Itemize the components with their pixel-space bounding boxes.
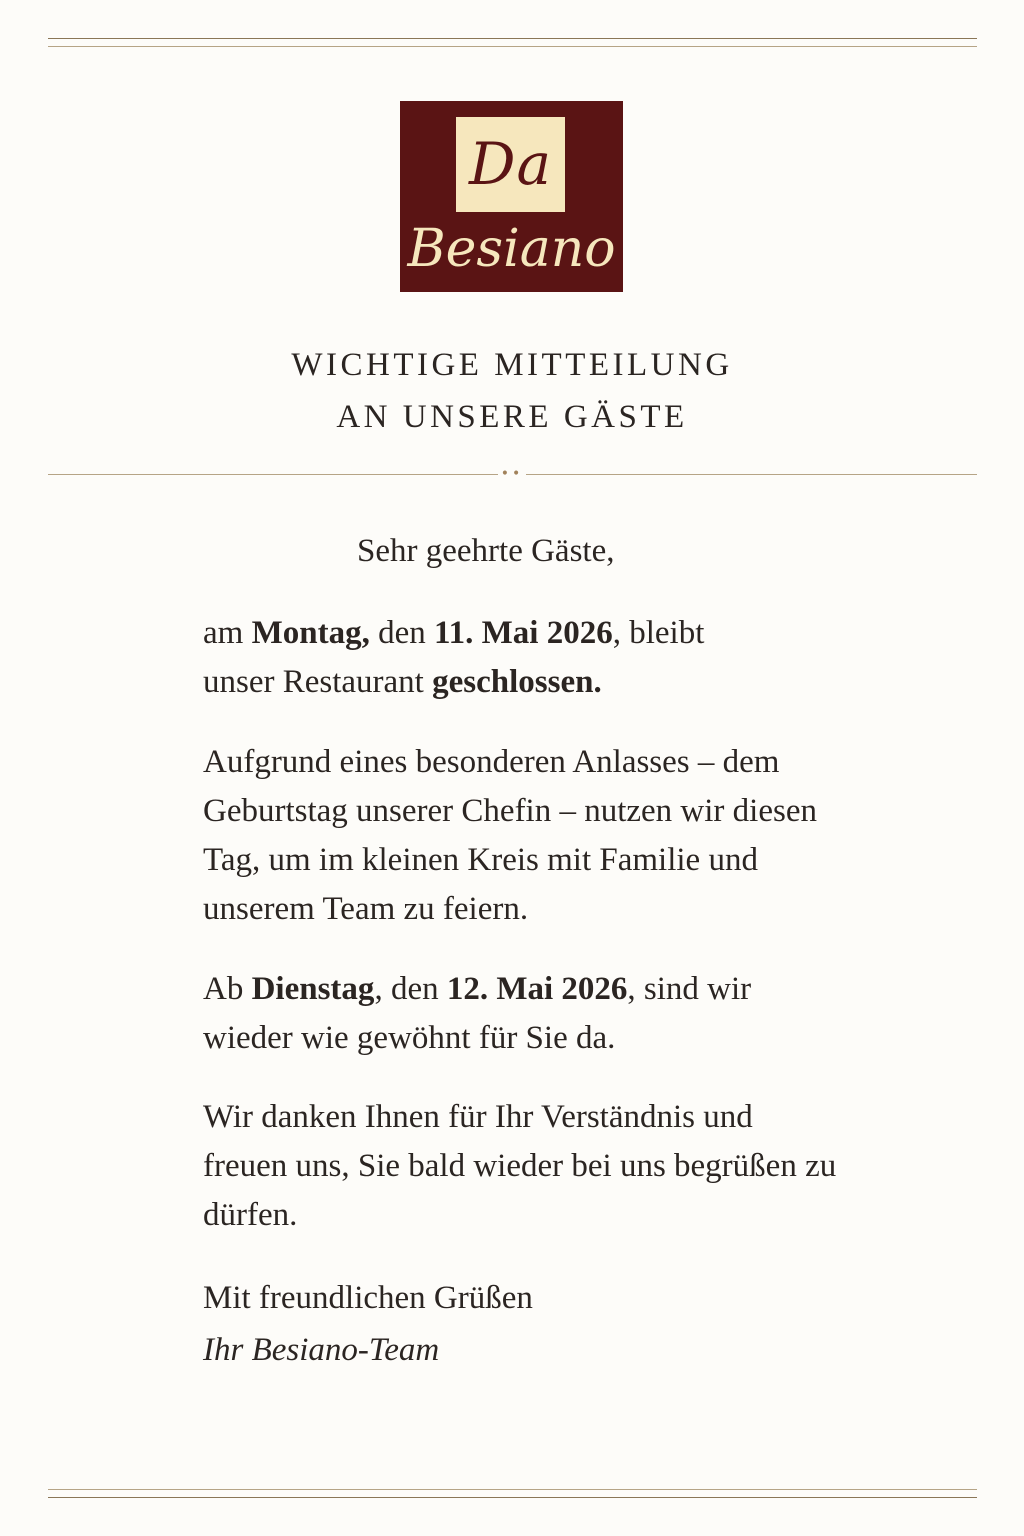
top-rule-inner [48,46,977,47]
signature: Ihr Besiano-Team [203,1332,440,1368]
reopening-line2: wieder wie gewöhnt für Sie da. [203,1020,616,1056]
reason-line3: Tag, um im kleinen Kreis mit Familie und [203,842,758,878]
thanks-line1: Wir danken Ihnen für Ihr Verständnis und [203,1099,753,1135]
reason-line2: Geburtstag unserer Chefin – nutzen wir diesen [203,793,817,829]
closing: Mit freundlichen Grüßen [203,1280,533,1316]
salutation: Sehr geehrte Gäste, [357,533,615,569]
paragraph-reason [203,738,817,934]
bottom-rule-inner [48,1489,977,1490]
logo-besiano: Besiano [407,219,616,279]
top-rule-outer [48,38,977,39]
logo-da: Da [468,130,553,198]
divider-ornament: •• [498,468,526,480]
thanks-line2: freuen uns, Sie bald wieder bei uns begrüßen zu [203,1148,837,1184]
notice-heading-line2: AN UNSERE GÄSTE [336,399,688,435]
reason-line1: Aufgrund eines besonderen Anlasses – dem [203,744,780,780]
notice-heading-line1: WICHTIGE MITTEILUNG [291,347,733,383]
paragraph-thanks [203,1093,836,1240]
closure-line2: unser Restaurant geschlossen. [203,664,602,700]
closure-line1: am Montag, den 11. Mai 2026, bleibt [203,615,705,651]
paragraph-reopening [203,965,751,1063]
restaurant-logo [400,101,623,292]
reason-line4: unserem Team zu feiern. [203,891,529,927]
reopening-line1: Ab Dienstag, den 12. Mai 2026, sind wir [203,971,752,1007]
bottom-rule-outer [48,1497,977,1498]
paragraph-closure [203,609,704,707]
thanks-line3: dürfen. [203,1197,298,1233]
